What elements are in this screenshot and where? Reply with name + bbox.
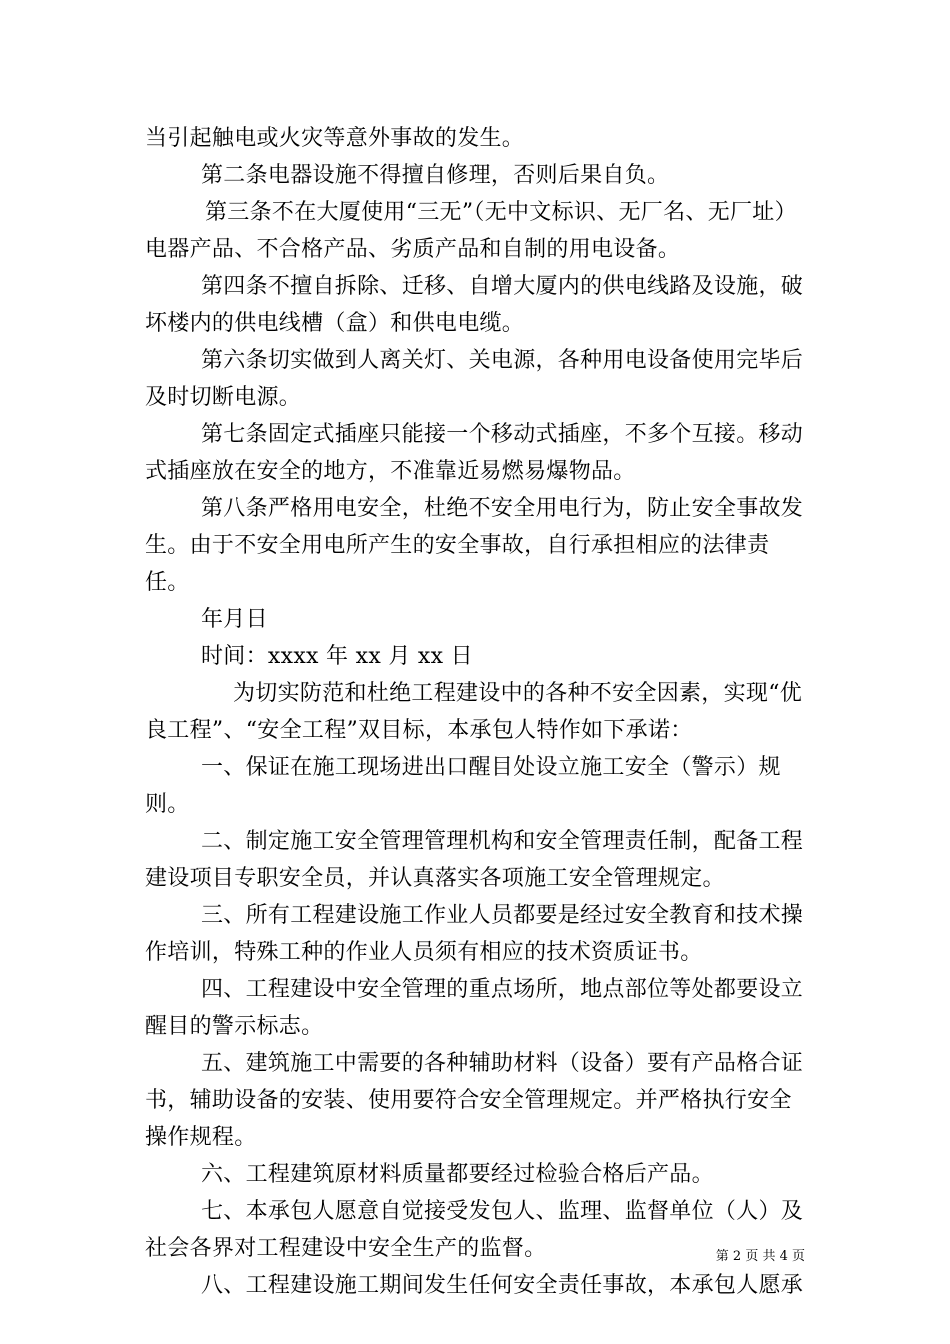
commitment-item-5: 五、建筑施工中需要的各种辅助材料（设备）要有产品格合证书，辅助设备的安装、使用要符合安全管理规定。并严格执行安全操作规程。 <box>145 1051 804 1150</box>
commitment-item-6: 六、工程建筑原材料质量都要经过检验合格后产品。 <box>201 1162 714 1187</box>
commitment-item-8: 八、工程建设施工期间发生任何安全责任事故，本承包人愿承 <box>201 1273 804 1298</box>
time-line: 时间：xxxx 年 xx 月 xx 日 <box>201 644 473 669</box>
commitment-intro: 为切实防范和杜绝工程建设中的各种不安全因素，实现“优良工程”、“安全工程”双目标，本承包人特作如下承诺： <box>145 681 803 743</box>
commitment-item-2: 二、制定施工安全管理管理机构和安全管理责任制，配备工程建设项目专职安全员，并认真落实各项施工安全管理规定。 <box>145 829 804 891</box>
date-placeholder: 年月日 <box>201 607 268 632</box>
commitment-item-7: 七、本承包人愿意自觉接受发包人、监理、监督单位（人）及社会各界对工程建设中安全生产的监督。 <box>145 1199 804 1261</box>
paragraph-1: 当引起触电或火灾等意外事故的发生。 <box>145 126 525 151</box>
paragraph-4: 第四条不擅自拆除、迁移、自增大厦内的供电线路及设施，破坏楼内的供电线槽（盒）和供电电缆。 <box>145 274 804 336</box>
paragraph-2: 第二条电器设施不得擅自修理，否则后果自负。 <box>201 163 670 188</box>
document-body <box>145 120 810 1304</box>
paragraph-5: 第六条切实做到人离关灯、关电源，各种用电设备使用完毕后及时切断电源。 <box>145 348 804 410</box>
commitment-item-1: 一、保证在施工现场进出口醒目处设立施工安全（警示）规则。 <box>145 755 781 817</box>
paragraph-6: 第七条固定式插座只能接一个移动式插座，不多个互接。移动式插座放在安全的地方，不准靠近易燃易爆物品。 <box>145 422 804 484</box>
commitment-item-4: 四、工程建设中安全管理的重点场所，地点部位等处都要设立醒目的警示标志。 <box>145 977 804 1039</box>
commitment-item-3: 三、所有工程建设施工作业人员都要是经过安全教育和技术操作培训，特殊工种的作业人员须有相应的技术资质证书。 <box>145 903 804 965</box>
paragraph-3: 第三条不在大厦使用“三无”（无中文标识、无厂名、无厂址）电器产品、不合格产品、劣质产品和自制的用电设备。 <box>145 200 797 262</box>
page-number: 第 2 页 共 4 页 <box>715 1249 805 1264</box>
paragraph-7: 第八条严格用电安全，杜绝不安全用电行为，防止安全事故发生。由于不安全用电所产生的安全事故，自行承担相应的法律责任。 <box>145 496 804 595</box>
